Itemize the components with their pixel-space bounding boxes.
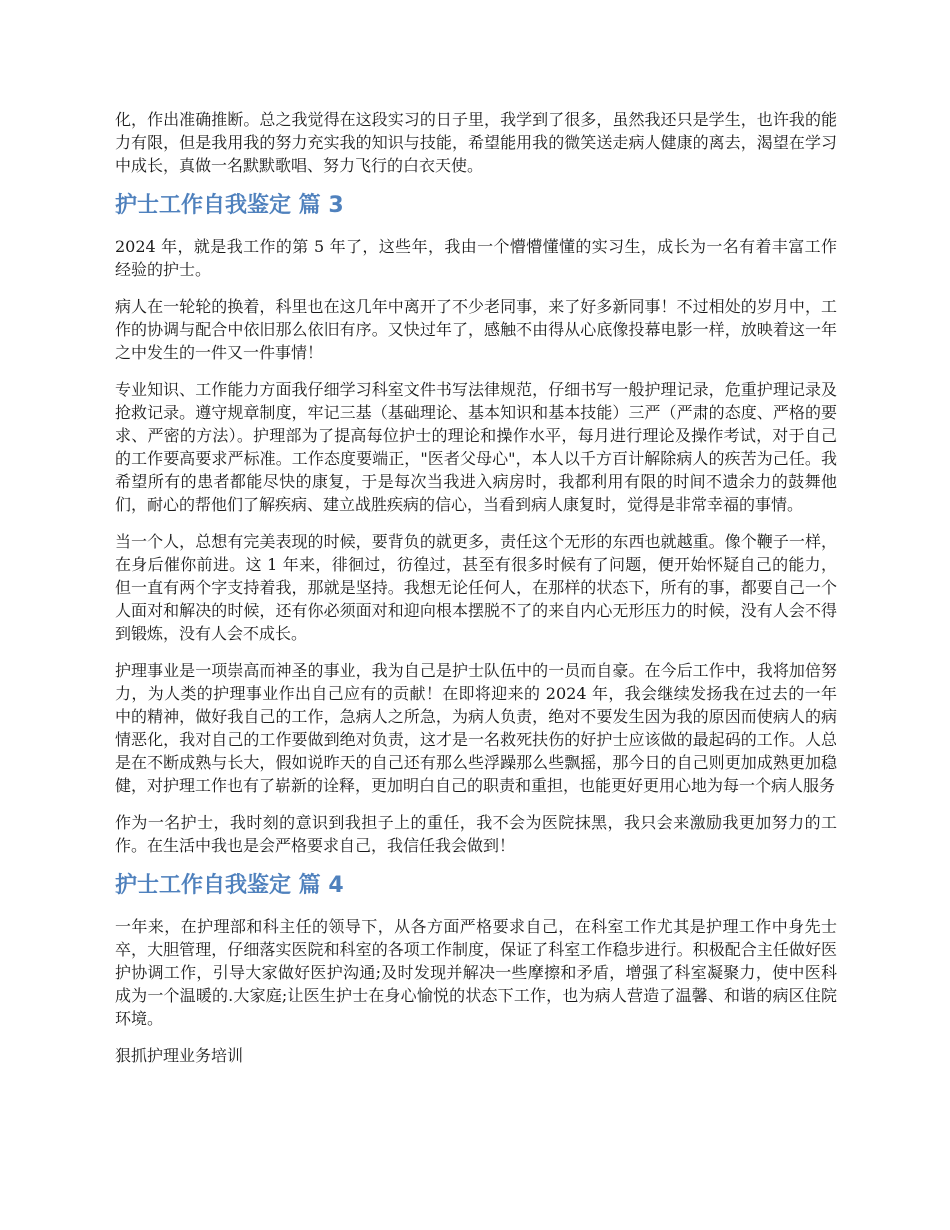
section-4-subheading: 狠抓护理业务培训 — [115, 1046, 244, 1065]
section-4-heading: 护士工作自我鉴定 篇 4 — [115, 873, 344, 898]
section-3-heading: 护士工作自我鉴定 篇 3 — [115, 193, 344, 218]
section-3-paragraph-3: 专业知识、工作能力方面我仔细学习科室文件书写法律规范，仔细书写一般护理记录，危重护理记录及抢救记录。遵守规章制度，牢记三基（基础理论、基本知识和基本技能）三严（严肃的态度、严格的要求、严密的方法）。护理部为了提高每位护士的理论和操作水平，每月进行理论及操作考试，对于自己的工作要高要求严标准。工作态度要端正，"医者父母心"，本人以千方百计解除病人的疾苦为己任。我希望所有的患者都能尽快的康复，于是每次当我进入病房时，我都利用有限的时间不遗余力的鼓舞他们，耐心的帮他们了解疾病、建立战胜疾病的信心，当看到病人康复时，觉得是非常幸福的事情。 — [115, 380, 837, 514]
document-body — [115, 108, 837, 1081]
section-4-paragraph-1: 一年来，在护理部和科主任的领导下，从各方面严格要求自己，在科室工作尤其是护理工作中身先士卒，大胆管理，仔细落实医院和科室的各项工作制度，保证了科室工作稳步进行。积极配合主任做好医护协调工作，引导大家做好医护沟通;及时发现并解决一些摩擦和矛盾，增强了科室凝聚力，使中医科成为一个温暖的.大家庭;让医生护士在身心愉悦的状态下工作，也为病人营造了温馨、和谐的病区住院环境。 — [115, 917, 837, 1028]
section-3-paragraph-6: 作为一名护士，我时刻的意识到我担子上的重任，我不会为医院抹黑，我只会来激励我更加努力的工作。在生活中我也是会严格要求自己，我信任我会做到！ — [115, 813, 837, 855]
section-3-paragraph-5: 护理事业是一项崇高而神圣的事业，我为自己是护士队伍中的一员而自豪。在今后工作中，我将加倍努力，为人类的护理事业作出自己应有的贡献！在即将迎来的 2024 年，我会继续发扬我在过去的一年中的精神，做好我自己的工作，急病人之所急，为病人负责，绝对不要发生因为我的原因而使病人的病情恶化，我对自己的工作要做到绝对负责，这才是一名救死扶伤的好护士应该做的最起码的工作。人总是在不断成熟与长大，假如说昨天的自己还有那么些浮躁那么些飘摇，那今日的自己则更加成熟更加稳健，对护理工作也有了崭新的诠释，更加明白自己的职责和重担，也能更好更用心地为每一个病人服务 — [115, 661, 837, 795]
section-3-paragraph-4: 当一个人，总想有完美表现的时候，要背负的就更多，责任这个无形的东西也就越重。像个鞭子一样，在身后催你前进。这 1 年来，徘徊过，彷徨过，甚至有很多时候有了问题，便开始怀疑自己的能力，但一直有两个字支持着我，那就是坚持。我想无论任何人，在那样的状态下，所有的事，都要自己一个人面对和解决的时候，还有你必须面对和迎向根本摆脱不了的来自内心无形压力的时候，没有人会不得到锻炼，没有人会不成长。 — [115, 532, 837, 643]
section-3-paragraph-2: 病人在一轮轮的换着，科里也在这几年中离开了不少老同事，来了好多新同事！不过相处的岁月中，工作的协调与配合中依旧那么依旧有序。又快过年了，感触不由得从心底像投幕电影一样，放映着这一年之中发生的一件又一件事情！ — [115, 297, 837, 362]
section-3-paragraph-1: 2024 年，就是我工作的第 5 年了，这些年，我由一个懵懵懂懂的实习生，成长为一名有着丰富工作经验的护士。 — [115, 237, 837, 279]
intro-paragraph: 化，作出准确推断。总之我觉得在这段实习的日子里，我学到了很多，虽然我还只是学生，也许我的能力有限，但是我用我的努力充实我的知识与技能，希望能用我的微笑送走病人健康的离去，渴望在学习中成长，真做一名默默歌唱、努力飞行的白衣天使。 — [115, 110, 837, 175]
